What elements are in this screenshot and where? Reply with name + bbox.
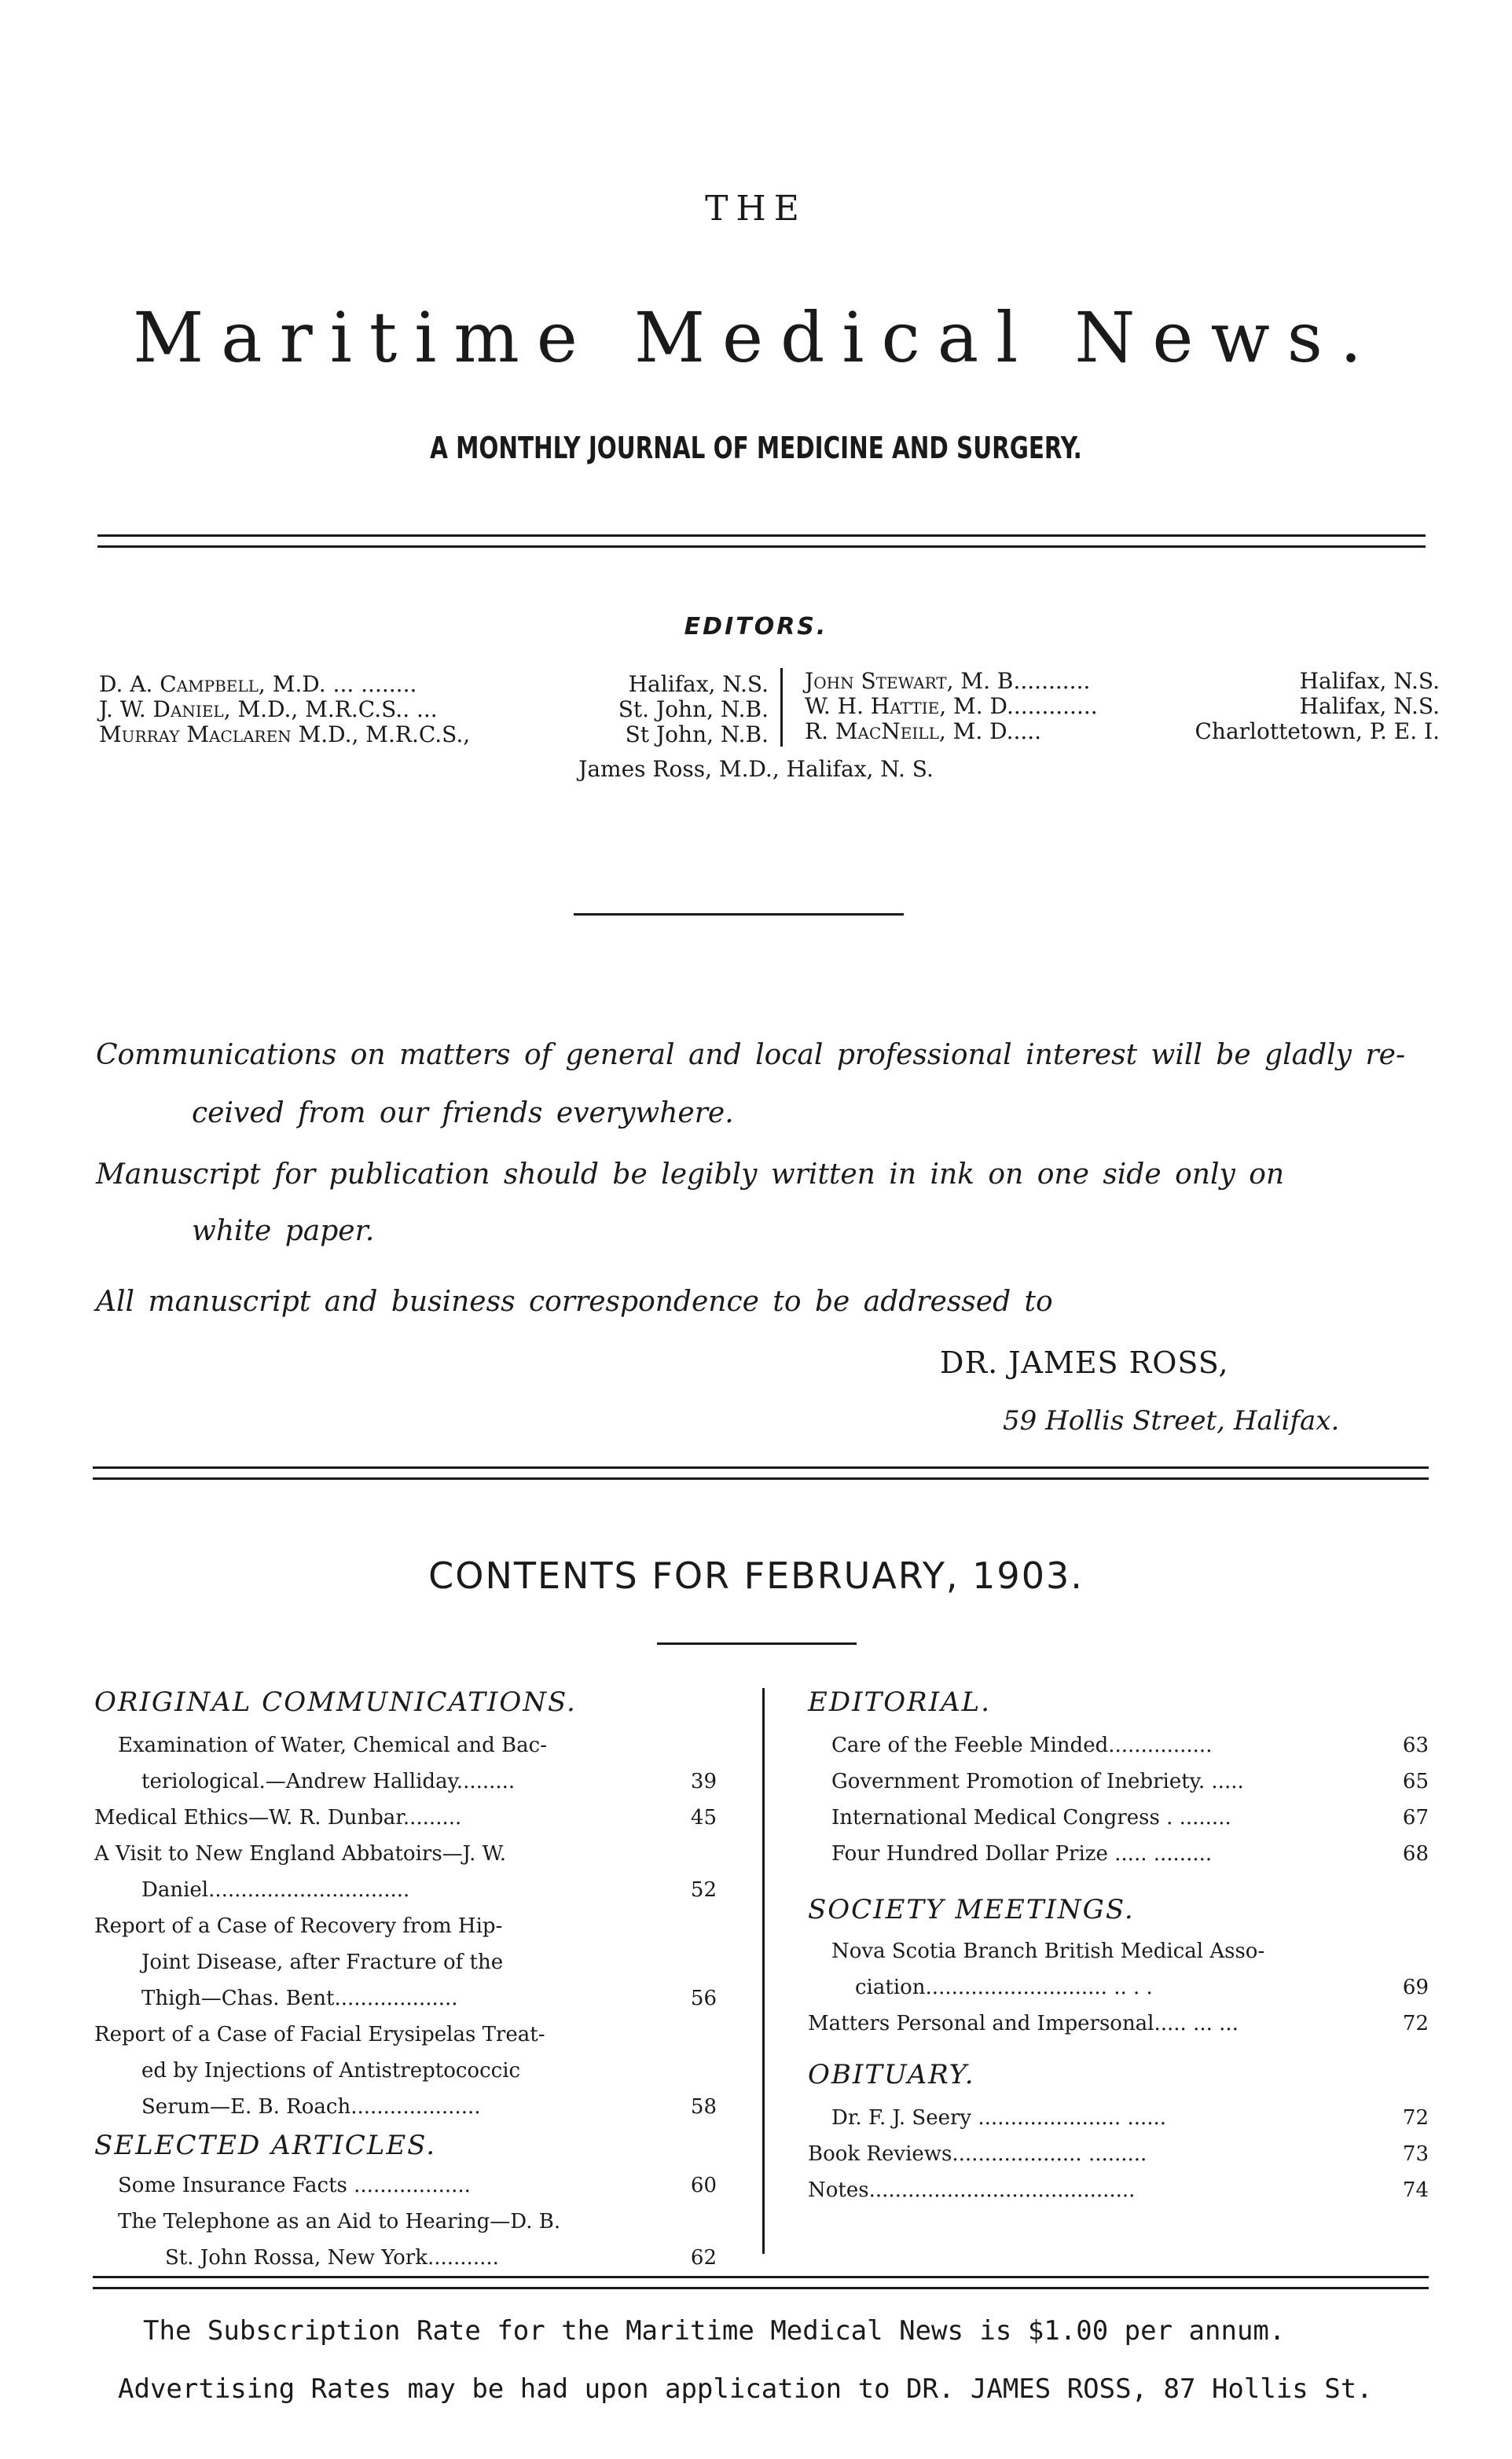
- toc-entry: [94, 2204, 717, 2240]
- toc-entry-title: Examination of Water, Chemical and Bac-: [118, 1734, 547, 1757]
- toc-entry-page: 56: [690, 1987, 717, 2010]
- toc-entry-title: St. John Rossa, New York...........: [165, 2246, 499, 2270]
- toc-entry: [94, 1980, 717, 2017]
- toc-entry: [94, 2017, 717, 2053]
- journal-title: Maritime Medical News.: [133, 297, 1379, 378]
- notice-line-5: All manuscript and business correspondence to be addressed to: [96, 1286, 1053, 1318]
- editor-right-1: [805, 668, 1440, 694]
- notice-line-2: ceived from our friends everywhere.: [192, 1097, 734, 1129]
- editor-right-2: [805, 693, 1440, 719]
- editor-name: R. MacNeill, M. D.....: [805, 718, 1042, 744]
- toc-entry-title: Nova Scotia Branch British Medical Asso-: [831, 1940, 1265, 1963]
- toc-selected-list: [94, 2167, 717, 2276]
- double-rule-mid: [93, 1466, 1429, 1469]
- toc-entry-title: Care of the Feeble Minded................: [831, 1734, 1213, 1757]
- toc-entry-title: teriological.—Andrew Halliday.........: [141, 1770, 516, 1793]
- editor-name: W. H. Hattie, M. D.............: [805, 693, 1098, 719]
- toc-entry-title: Notes.........................................: [808, 2178, 1136, 2202]
- toc-entry-page: 60: [690, 2174, 717, 2197]
- toc-entry-title: Report of a Case of Recovery from Hip-: [94, 1914, 503, 1938]
- editor-left-2: [99, 696, 769, 722]
- editor-right-3: [805, 718, 1440, 744]
- toc-entry-title: Book Reviews.................... .........: [808, 2142, 1147, 2166]
- toc-entry-title: Matters Personal and Impersonal..... ... ...: [808, 2012, 1239, 2035]
- toc-obituary-list: [808, 2100, 1429, 2208]
- toc-entry-page: 67: [1402, 1806, 1429, 1830]
- section-society-meetings: SOCIETY MEETINGS.: [808, 1894, 1135, 1925]
- toc-entry-title: Four Hundred Dollar Prize ..... .........: [831, 1842, 1213, 1866]
- toc-entry: [808, 1933, 1429, 1969]
- editor-left-3: [99, 721, 769, 747]
- double-rule-bottom: [93, 2276, 1429, 2278]
- toc-entry: [94, 1944, 717, 1980]
- toc-entry-page: 52: [690, 1878, 717, 1902]
- toc-entry-title: ciation............................ .. . .: [855, 1976, 1153, 1999]
- toc-editorial-list: [808, 1727, 1429, 1872]
- toc-entry-title: Joint Disease, after Fracture of the: [141, 1951, 504, 1974]
- toc-entry-title: The Telephone as an Aid to Hearing—D. B.: [118, 2210, 561, 2233]
- toc-entry-page: 72: [1402, 2012, 1429, 2035]
- section-editorial: EDITORIAL.: [808, 1686, 992, 1718]
- editor-name: John Stewart, M. B...........: [805, 668, 1091, 694]
- editor-location: St. John, N.B.: [618, 696, 769, 722]
- toc-entry: [808, 2172, 1429, 2208]
- toc-entry: [94, 2053, 717, 2089]
- editor-location: Halifax, N.S.: [1299, 693, 1440, 719]
- toc-entry-title: Daniel...............................: [141, 1878, 410, 1902]
- editor-location: Charlottetown, P. E. I.: [1195, 718, 1440, 744]
- editors-divider: [780, 668, 783, 747]
- toc-entry-title: Serum—E. B. Roach....................: [141, 2095, 481, 2119]
- toc-entry: [94, 1872, 717, 1908]
- toc-entry-title: Thigh—Chas. Bent...................: [141, 1987, 458, 2010]
- toc-entry-page: 74: [1402, 2178, 1429, 2202]
- toc-entry: [808, 1727, 1429, 1764]
- editor-name: Murray Maclaren M.D., M.R.C.S.,: [99, 721, 471, 747]
- section-obituary: OBITUARY.: [808, 2059, 975, 2090]
- double-rule-top: [97, 534, 1426, 537]
- notice-line-3: Manuscript for publication should be legibly written in ink on one side only on: [96, 1158, 1285, 1191]
- double-rule-top-2: [97, 545, 1426, 548]
- toc-entry: [94, 1800, 717, 1836]
- editor-name: J. W. Daniel, M.D., M.R.C.S.. ...: [99, 696, 438, 722]
- toc-entry: [94, 1764, 717, 1800]
- journal-subtitle: A MONTHLY JOURNAL OF MEDICINE AND SURGERY.: [430, 431, 1082, 465]
- toc-entry-page: 62: [690, 2246, 717, 2270]
- toc-entry: [94, 1836, 717, 1872]
- toc-entry-title: Some Insurance Facts ..................: [118, 2174, 471, 2197]
- toc-entry-page: 63: [1402, 1734, 1429, 1757]
- editor-location: Halifax, N.S.: [1299, 668, 1440, 694]
- toc-entry-page: 39: [690, 1770, 717, 1793]
- toc-entry-page: 68: [1402, 1842, 1429, 1866]
- toc-entry: [94, 2089, 717, 2125]
- section-original-communications: ORIGINAL COMMUNICATIONS.: [94, 1686, 577, 1718]
- editor-location: St John, N.B.: [625, 721, 769, 747]
- toc-entry: [94, 1908, 717, 1944]
- toc-entry: [808, 2006, 1429, 2042]
- editor-center: James Ross, M.D., Halifax, N. S.: [578, 756, 934, 782]
- toc-entry-page: 65: [1402, 1770, 1429, 1793]
- editor-location: Halifax, N.S.: [628, 671, 769, 697]
- double-rule-mid-2: [93, 1477, 1429, 1480]
- toc-entry-page: 72: [1402, 2106, 1429, 2130]
- toc-entry: [808, 2100, 1429, 2136]
- toc-entry-page: 45: [690, 1806, 717, 1830]
- toc-entry-title: International Medical Congress . ........: [831, 1806, 1231, 1830]
- toc-entry: [808, 1836, 1429, 1872]
- toc-entry: [808, 2136, 1429, 2172]
- contents-divider: [762, 1688, 765, 2254]
- editor-left-1: [99, 671, 769, 697]
- toc-entry-page: 58: [690, 2095, 717, 2119]
- editors-heading: EDITORS.: [684, 613, 828, 640]
- advertising-rates: Advertising Rates may be had upon application to DR. JAMES ROSS, 87 Hollis St.: [118, 2373, 1373, 2405]
- toc-entry: [94, 2167, 717, 2204]
- toc-entry: [808, 1969, 1429, 2006]
- toc-entry: [94, 1727, 717, 1764]
- subscription-rate: The Subscription Rate for the Maritime Medical News is $1.00 per annum.: [143, 2315, 1286, 2347]
- toc-original-list: [94, 1727, 717, 2125]
- toc-entry-title: ed by Injections of Antistreptococcic: [141, 2059, 521, 2083]
- masthead-kicker: THE: [705, 189, 807, 229]
- editor-name: D. A. Campbell, M.D. ... ........: [99, 671, 417, 697]
- toc-society-list: [808, 1933, 1429, 2042]
- double-rule-bottom-2: [93, 2287, 1429, 2289]
- contents-heading: CONTENTS FOR FEBRUARY, 1903.: [428, 1554, 1084, 1597]
- toc-entry-page: 69: [1402, 1976, 1429, 1999]
- toc-entry: [94, 2240, 717, 2276]
- toc-entry: [808, 1800, 1429, 1836]
- notice-line-1: Communications on matters of general and local professional interest will be gladly re-: [96, 1039, 1406, 1071]
- contents-short-rule: [657, 1642, 857, 1645]
- toc-entry-page: 73: [1402, 2142, 1429, 2166]
- addressee-street: 59 Hollis Street, Halifax.: [1003, 1405, 1340, 1437]
- toc-entry-title: A Visit to New England Abbatoirs—J. W.: [94, 1842, 507, 1866]
- toc-entry-title: Report of a Case of Facial Erysipelas Treat-: [94, 2023, 545, 2046]
- toc-entry-title: Dr. F. J. Seery ...................... ......: [831, 2106, 1167, 2130]
- toc-entry-title: Government Promotion of Inebriety. .....: [831, 1770, 1244, 1793]
- toc-entry-title: Medical Ethics—W. R. Dunbar.........: [94, 1806, 462, 1830]
- notice-line-4: white paper.: [192, 1215, 375, 1247]
- section-selected-articles: SELECTED ARTICLES.: [94, 2130, 437, 2161]
- short-rule: [574, 913, 904, 916]
- addressee-name: DR. JAMES ROSS,: [940, 1345, 1229, 1380]
- toc-entry: [808, 1764, 1429, 1800]
